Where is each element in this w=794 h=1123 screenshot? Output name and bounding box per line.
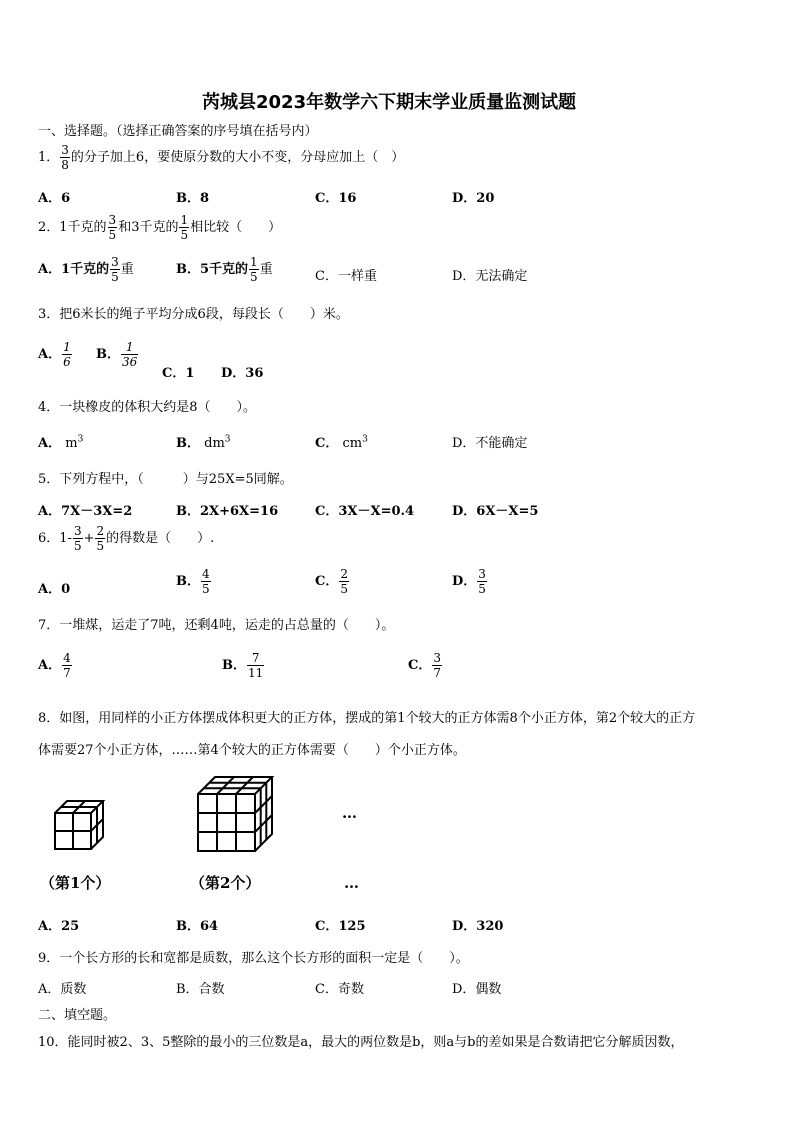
figure-2-label: （第2个） — [190, 874, 261, 892]
q1-option-b[interactable]: B．8 — [176, 191, 210, 206]
q2-option-c[interactable]: C．一样重 — [315, 269, 377, 284]
q2-option-b[interactable]: B．5千克的 $\frac{1}{5}$ 重 — [176, 255, 273, 284]
cube-figure-1 — [50, 798, 110, 854]
q8-option-a[interactable]: A．25 — [38, 919, 80, 934]
q5-option-d[interactable]: D．6X－X=5 — [452, 504, 539, 519]
q9-option-a[interactable]: A．质数 — [38, 982, 87, 997]
q6-option-c[interactable]: C． $\frac{2}{5}$ — [315, 567, 348, 596]
question-8-line-1: 8．如图，用同样的小正方体摆成体积更大的正方体，摆成的第1个较大的正方体需8个小正方体，第2个较大的正方 — [38, 711, 696, 726]
question-9: 9．一个长方形的长和宽都是质数，那么这个长方形的面积一定是（ ）。 — [38, 951, 469, 966]
question-8-line-2: 体需要27个小正方体，……第4个较大的正方体需要（ ）个小正方体。 — [38, 743, 466, 758]
q7-option-b[interactable]: B． $\frac{7}{11}$ — [222, 651, 264, 680]
section-heading-fill: 二、填空题。 — [38, 1008, 117, 1023]
q1-option-c[interactable]: C．16 — [315, 191, 357, 206]
q7-option-a[interactable]: A． $\frac{4}{7}$ — [38, 651, 71, 680]
cube-figure-2 — [193, 772, 277, 854]
question-10: 10．能同时被2、3、5整除的最小的三位数是a，最大的两位数是b，则a与b的差如果是合数请把它分解质因数， — [38, 1035, 684, 1050]
page-title: 芮城县2023年数学六下期末学业质量监测试题 — [202, 92, 577, 113]
question-5: 5．下列方程中，（ ）与25X=5同解。 — [38, 472, 293, 487]
question-2: 2．1千克的 $\frac{3}{5}$ 和3千克的 $\frac{1}{5}$ 相比较（ ） — [38, 213, 282, 242]
q8-option-b[interactable]: B．64 — [176, 919, 219, 934]
question-3: 3．把6米长的绳子平均分成6段，每段长（ ）米。 — [38, 307, 349, 322]
q6-option-a[interactable]: A．0 — [38, 582, 71, 597]
q7-option-c[interactable]: C． $\frac{3}{7}$ — [408, 651, 441, 680]
q9-option-d[interactable]: D．偶数 — [452, 982, 502, 997]
q9-option-c[interactable]: C．奇数 — [315, 982, 364, 997]
q5-option-c[interactable]: C．3X－X=0.4 — [315, 504, 415, 519]
q5-option-a[interactable]: A．7X－3X=2 — [38, 504, 133, 519]
figure-ellipsis-bottom: … — [344, 874, 359, 892]
question-4: 4．一块橡皮的体积大约是8（ ）。 — [38, 400, 257, 415]
q9-option-b[interactable]: B．合数 — [176, 982, 225, 997]
q4-option-c[interactable]: C． $cm^3$ — [315, 434, 368, 451]
q8-option-d[interactable]: D．320 — [452, 919, 504, 934]
question-7: 7．一堆煤，运走了7吨，还剩4吨，运走的占总量的（ ）。 — [38, 618, 395, 633]
q5-option-b[interactable]: B．2X+6X=16 — [176, 504, 279, 519]
figure-ellipsis-top: … — [342, 804, 357, 822]
question-6: 6．1- $\frac{3}{5}$ + $\frac{2}{5}$ 的得数是（ ）. — [38, 524, 215, 553]
q2-option-d[interactable]: D．无法确定 — [452, 269, 528, 284]
q3-option-c[interactable]: C．1 — [162, 366, 195, 381]
q6-option-b[interactable]: B． $\frac{4}{5}$ — [176, 567, 210, 596]
q1-option-d[interactable]: D．20 — [452, 191, 495, 206]
q3-option-a[interactable]: A． $\frac{1}{6}$ — [38, 340, 71, 369]
q8-option-c[interactable]: C．125 — [315, 919, 366, 934]
q6-option-d[interactable]: D． $\frac{3}{5}$ — [452, 567, 486, 596]
q3-option-b[interactable]: B． $\frac{1}{36}$ — [96, 340, 138, 369]
q2-option-a[interactable]: A．1千克的 $\frac{3}{5}$ 重 — [38, 255, 134, 284]
q3-option-d[interactable]: D．36 — [221, 366, 264, 381]
q4-option-b[interactable]: B． $dm^3$ — [176, 434, 231, 451]
question-1: 1． $\frac{3}{8}$ 的分子加上6，要使原分数的大小不变，分母应加上（ ） — [38, 143, 405, 172]
q4-option-d[interactable]: D．不能确定 — [452, 436, 528, 451]
figure-1-label: （第1个） — [40, 874, 111, 892]
section-heading-choice: 一、选择题。（选择正确答案的序号填在括号内） — [38, 124, 318, 139]
q1-option-a[interactable]: A．6 — [38, 191, 71, 206]
q4-option-a[interactable]: A． $m^3$ — [38, 434, 84, 451]
